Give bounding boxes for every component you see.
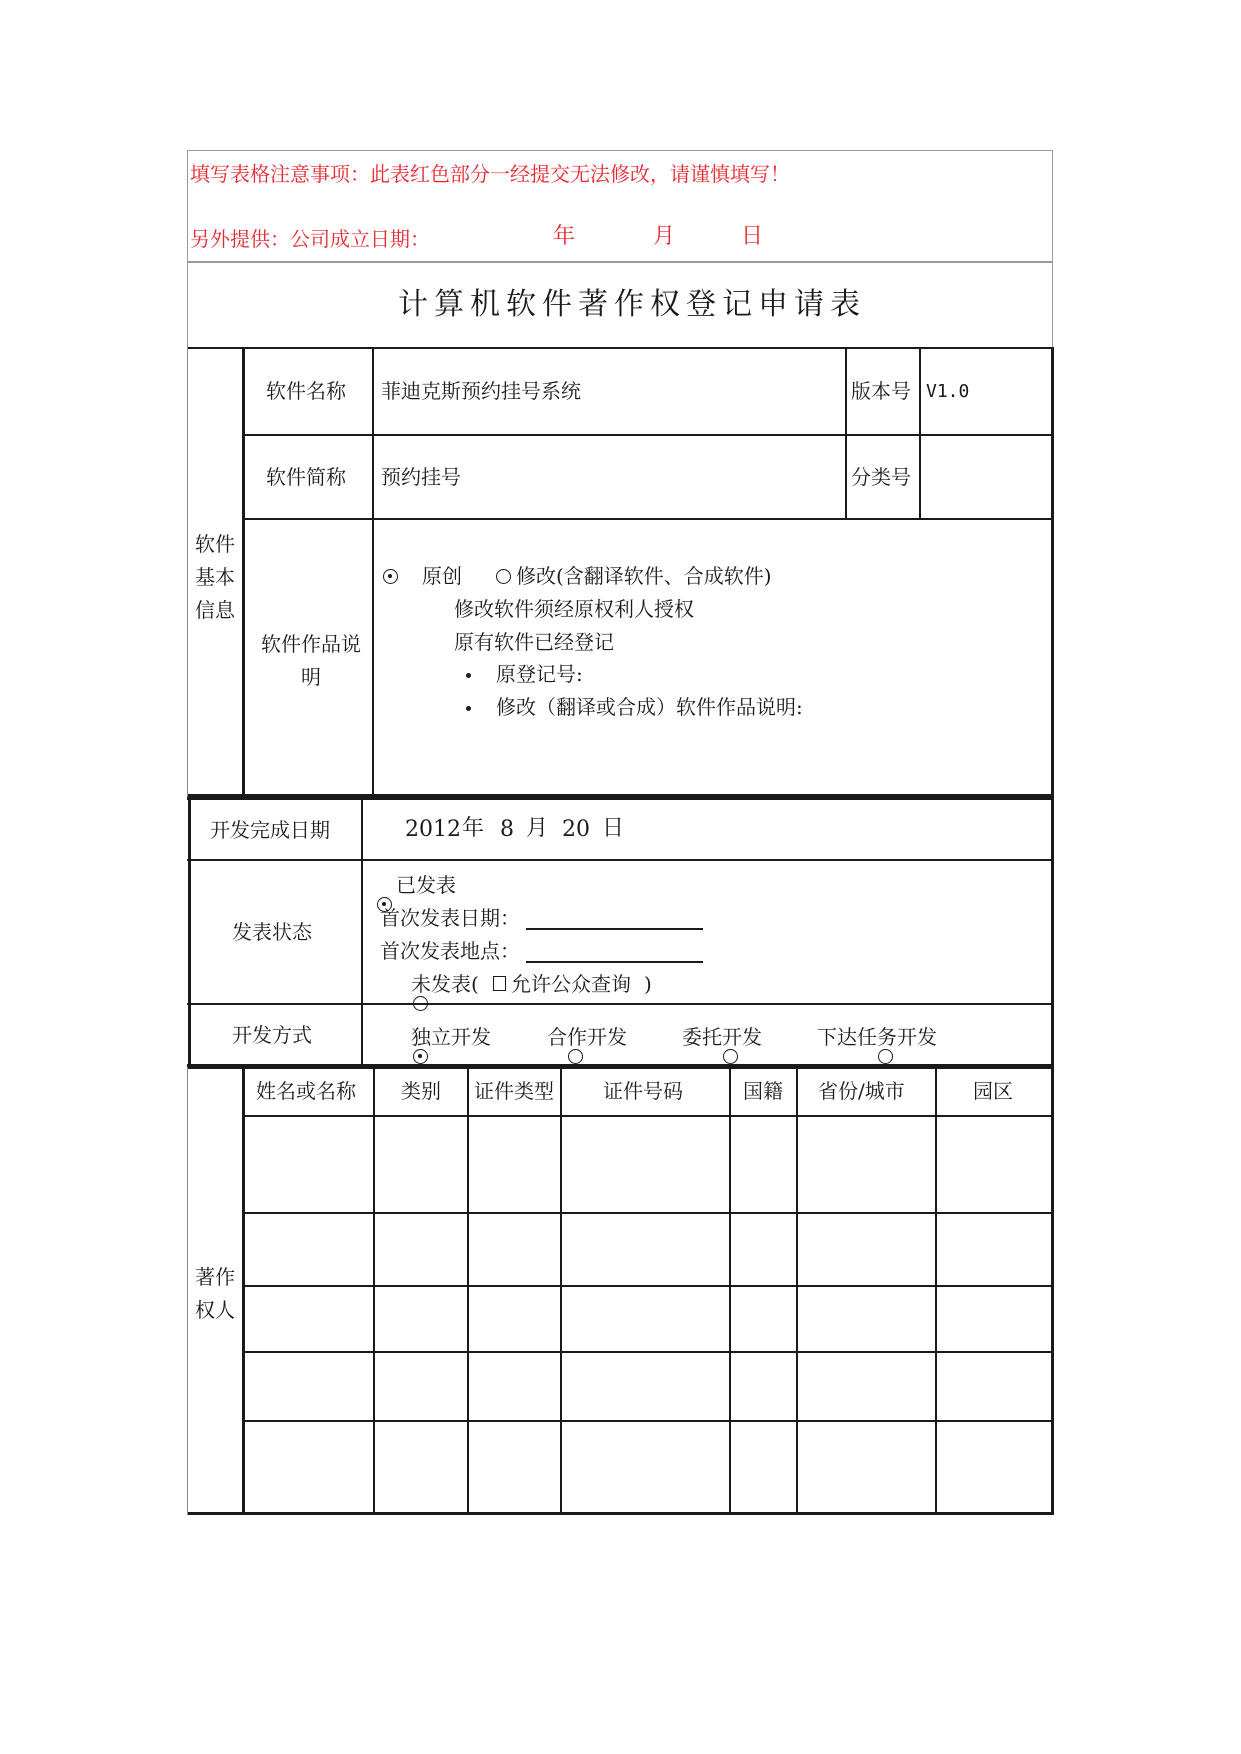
first-publish-date-field[interactable] — [526, 928, 703, 930]
method-option-commissioned: 委托开发 — [682, 1025, 762, 1049]
founding-year-char: 年 — [553, 224, 576, 249]
header-park: 园区 — [973, 1079, 1013, 1103]
completion-day[interactable]: 20 — [562, 817, 590, 842]
table-row[interactable] — [245, 1117, 1051, 1212]
cooperative-radio-icon[interactable] — [568, 1049, 583, 1064]
version-label: 版本号 — [851, 379, 911, 403]
version-value[interactable]: V1.0 — [926, 381, 970, 402]
completion-year[interactable]: 2012 — [405, 817, 461, 842]
header-id-number: 证件号码 — [603, 1079, 683, 1103]
header-nationality: 国籍 — [743, 1079, 783, 1103]
published-option-label: 已发表 — [396, 873, 456, 897]
table-row[interactable] — [245, 1353, 1051, 1420]
owner-section-label: 著作权人 — [195, 1265, 235, 1322]
software-name-value[interactable]: 菲迪克斯预约挂号系统 — [381, 379, 581, 403]
assigned-task-radio-icon[interactable] — [878, 1049, 893, 1064]
software-name-label: 软件名称 — [266, 379, 346, 403]
notice-line-2-label: 另外提供：公司成立日期： — [190, 227, 430, 251]
modified-description-label: 修改（翻译或合成）软件作品说明: — [496, 695, 803, 719]
first-publish-place-field[interactable] — [526, 961, 703, 963]
header-name: 姓名或名称 — [256, 1079, 356, 1103]
header-province-city: 省份/城市 — [818, 1079, 905, 1103]
independent-radio-icon[interactable] — [413, 1049, 428, 1064]
bullet-icon — [466, 673, 471, 678]
method-option-assigned-task: 下达任务开发 — [817, 1025, 937, 1049]
header-id-type: 证件类型 — [474, 1079, 554, 1103]
bullet-icon — [466, 706, 471, 711]
original-reg-no-label: 原登记号: — [496, 662, 583, 686]
registered-note: 原有软件已经登记 — [454, 630, 614, 654]
completion-month[interactable]: 8 — [500, 817, 514, 842]
software-short-name-value[interactable]: 预约挂号 — [381, 465, 461, 489]
development-method-label: 开发方式 — [232, 1023, 312, 1047]
founding-day-char: 日 — [741, 224, 764, 249]
header-category: 类别 — [401, 1079, 441, 1103]
first-publish-date-label: 首次发表日期： — [380, 906, 520, 930]
completion-month-char: 月 — [526, 816, 549, 841]
founding-month-char: 月 — [653, 224, 676, 249]
basic-info-section-label: 软件基本信息 — [195, 532, 235, 622]
unpublished-radio-icon[interactable] — [413, 996, 428, 1011]
method-option-independent: 独立开发 — [411, 1025, 491, 1049]
table-row[interactable] — [245, 1214, 1051, 1285]
original-option-label: 原创 — [422, 564, 462, 588]
form-title: 计算机软件著作权登记申请表 — [398, 287, 866, 322]
unpublished-option-label: 未发表( — [411, 972, 479, 996]
public-query-label: 允许公众查询 — [511, 972, 631, 996]
notice-line-1: 填写表格注意事项：此表红色部分一经提交无法修改，请谨慎填写！ — [190, 162, 790, 186]
original-radio-icon[interactable] — [383, 569, 398, 584]
modified-auth-note: 修改软件须经原权利人授权 — [454, 597, 694, 621]
software-short-name-label: 软件简称 — [266, 465, 346, 489]
table-row[interactable] — [245, 1287, 1051, 1351]
publish-status-label: 发表状态 — [232, 920, 312, 944]
classification-label: 分类号 — [851, 465, 911, 489]
completion-date-label: 开发完成日期 — [210, 818, 330, 842]
table-row[interactable] — [245, 1422, 1051, 1512]
work-description-label: 软件作品说明 — [261, 632, 361, 689]
close-paren: ) — [644, 972, 652, 996]
method-option-cooperative: 合作开发 — [547, 1025, 627, 1049]
modified-radio-icon[interactable] — [496, 569, 511, 584]
first-publish-place-label: 首次发表地点： — [380, 939, 520, 963]
public-query-checkbox-icon[interactable] — [493, 976, 506, 991]
commissioned-radio-icon[interactable] — [723, 1049, 738, 1064]
modified-option-label: 修改(含翻译软件、合成软件) — [516, 564, 772, 588]
completion-day-char: 日 — [602, 816, 625, 841]
completion-year-char: 年 — [462, 816, 485, 841]
